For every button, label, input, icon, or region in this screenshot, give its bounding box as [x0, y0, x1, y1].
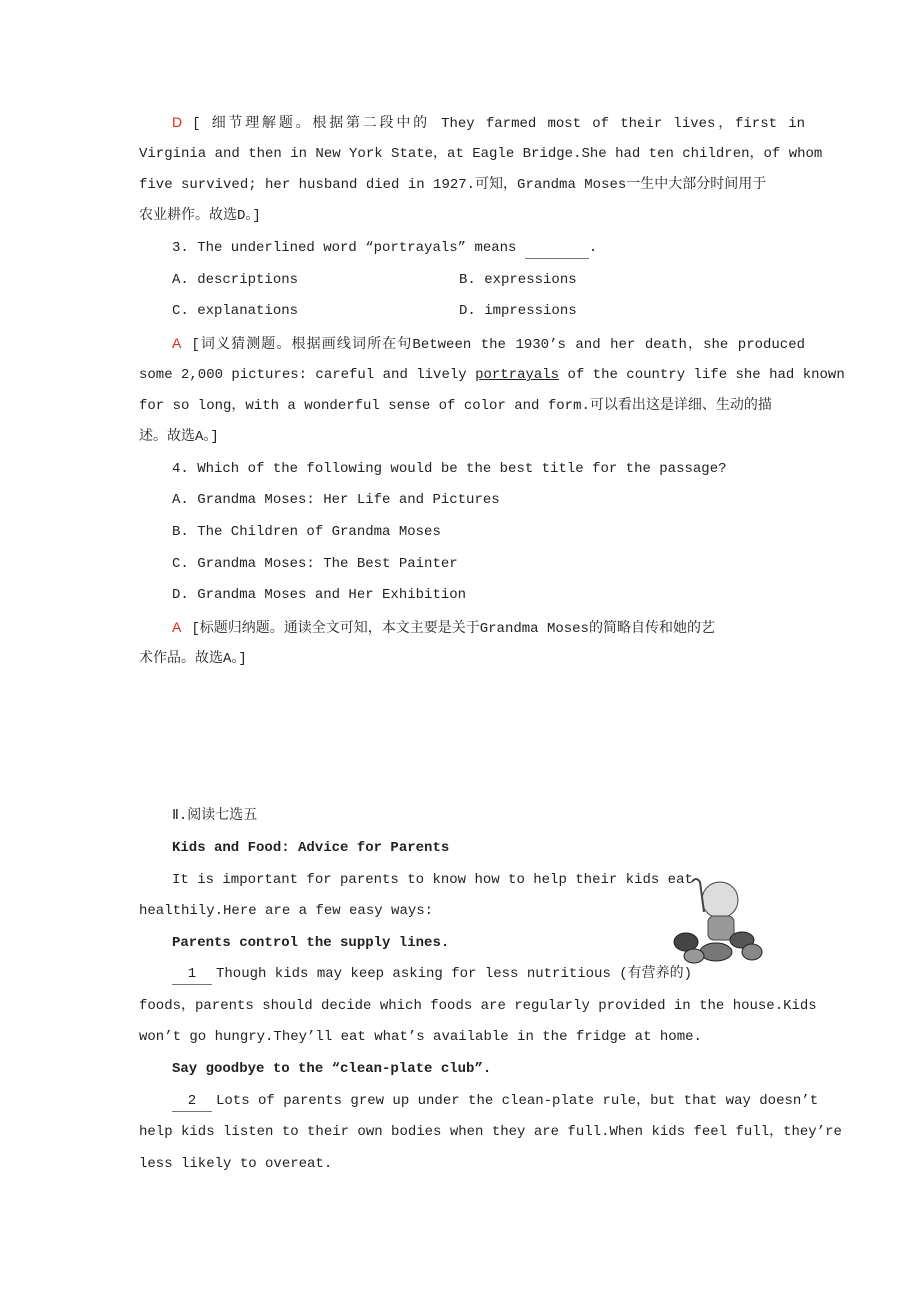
q3-options-row	[172, 301, 672, 321]
q2-answer-line: 农业耕作。故选D。]	[139, 208, 261, 224]
blank-1[interactable]: 1	[172, 964, 212, 985]
passage-line: It is important for parents to know how to help their kids eat	[172, 872, 693, 888]
q3-answer-line: some 2,000 pictures: careful and lively portrayals of the country life she had known	[139, 367, 845, 383]
option-b[interactable]: B. expressions	[459, 272, 577, 288]
passage-line: 1 Though kids may keep asking for less nutritious (有营养的)	[172, 964, 692, 985]
option-d[interactable]: D. Grandma Moses and Her Exhibition	[172, 587, 467, 603]
q4-answer-line: A [标题归纳题。通读全文可知，本文主要是关于Grandma Moses的简略自传和她的艺	[172, 619, 715, 637]
q2-answer-line: Virginia and then in New York State，at Eagle Bridge.She had ten children，of whom	[139, 146, 823, 162]
option-c[interactable]: C. Grandma Moses: The Best Painter	[172, 556, 458, 572]
passage-title: Kids and Food: Advice for Parents	[172, 840, 450, 856]
underlined-word: portrayals	[475, 367, 560, 383]
section-heading: Ⅱ.阅读七选五	[172, 808, 258, 824]
answer-letter: A	[172, 619, 182, 635]
passage-line: 2 Lots of parents grew up under the clean-plate rule，but that way doesn’t	[172, 1091, 818, 1112]
kid-eating-illustration	[672, 872, 764, 968]
q4-answer-line: 术作品。故选A。]	[139, 651, 247, 667]
passage-line: less likely to overeat.	[139, 1156, 333, 1172]
q3-stem: 3. The underlined word “portrayals” means .	[172, 238, 597, 259]
option-a[interactable]: A. Grandma Moses: Her Life and Pictures	[172, 492, 500, 508]
q3-options-row	[172, 270, 672, 290]
answer-letter: D	[172, 114, 183, 130]
subheading: Parents control the supply lines.	[172, 935, 450, 951]
passage-line: healthily.Here are a few easy ways:	[139, 903, 434, 919]
answer-letter: A	[172, 335, 182, 351]
option-a[interactable]: A. descriptions	[172, 272, 299, 288]
q2-answer-line: five survived; her husband died in 1927.可知，Grandma Moses一生中大部分时间用于	[139, 177, 767, 193]
q3-answer-line: A [词义猜测题。根据画线词所在句Between the 1930’s and her death，she produced	[172, 335, 805, 353]
q2-answer-line: D [ 细节理解题。根据第二段中的 They farmed most of their lives，first in	[172, 114, 805, 132]
option-b[interactable]: B. The Children of Grandma Moses	[172, 524, 441, 540]
option-d[interactable]: D. impressions	[459, 303, 577, 319]
q3-answer-line: for so long，with a wonderful sense of color and form.可以看出这是详细、生动的描	[139, 398, 772, 414]
passage-line: help kids listen to their own bodies when they are full.When kids feel full，they’re	[139, 1124, 842, 1140]
passage-line: foods，parents should decide which foods are regularly provided in the house.Kids	[139, 998, 817, 1014]
q3-answer-line: 述。故选A。]	[139, 429, 219, 445]
passage-line: won’t go hungry.They’ll eat what’s available in the fridge at home.	[139, 1029, 702, 1045]
option-c[interactable]: C. explanations	[172, 303, 299, 319]
q4-stem: 4. Which of the following would be the best title for the passage?	[172, 461, 727, 477]
subheading: Say goodbye to the “clean-plate club”.	[172, 1061, 492, 1077]
blank-2[interactable]: 2	[172, 1091, 212, 1112]
